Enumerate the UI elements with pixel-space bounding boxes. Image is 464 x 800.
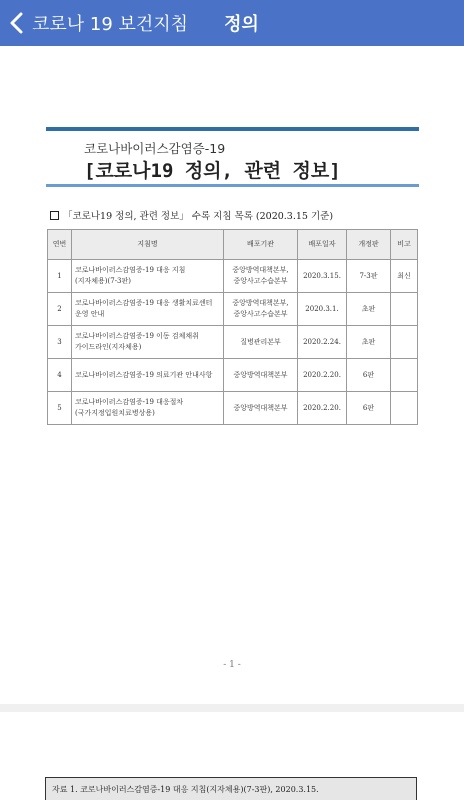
cell-name-line: 코로나바이러스감염증-19 이동 검체채취 bbox=[75, 332, 199, 341]
cell-name-line: 코로나바이러스감염증-19 의료기관 안내사항 bbox=[75, 370, 213, 379]
cell-org bbox=[224, 293, 298, 326]
header-no: 연번 bbox=[48, 230, 72, 260]
document-page-1 bbox=[0, 46, 464, 704]
cell-version: 초판 bbox=[347, 326, 391, 359]
header-date: 배포일자 bbox=[298, 230, 347, 260]
header-rule-bottom bbox=[46, 184, 419, 187]
cell-org bbox=[224, 392, 298, 425]
cell-name-line: 코로나바이러스감염증-19 대응 생활치료센터 bbox=[75, 299, 213, 308]
cell-name-line: 가이드라인(지자체용) bbox=[75, 343, 142, 351]
back-button-label: 코로나 19 보건지침 bbox=[32, 14, 189, 35]
source-note-text: 자료 1. 코로나바이러스감염증-19 대응 지침(지자체용)(7-3판), 2020.3.15. bbox=[52, 784, 319, 794]
cell-org bbox=[224, 326, 298, 359]
cell-no: 1 bbox=[48, 260, 72, 293]
cell-name bbox=[72, 293, 224, 326]
cell-org-line: 중앙사고수습본부 bbox=[233, 310, 288, 318]
cell-org bbox=[224, 260, 298, 293]
cell-version: 6판 bbox=[347, 392, 391, 425]
table-row bbox=[48, 326, 418, 359]
cell-note bbox=[391, 326, 418, 359]
header-version: 개정판 bbox=[347, 230, 391, 260]
table-row bbox=[48, 260, 418, 293]
checkbox-icon bbox=[50, 211, 59, 220]
top-nav-bar bbox=[0, 0, 464, 46]
cell-name-line: 운영 안내 bbox=[75, 310, 105, 318]
document-subtitle: 코로나바이러스감염증-19 bbox=[84, 141, 226, 156]
cell-name bbox=[72, 359, 224, 392]
cell-date: 2020.3.15. bbox=[298, 260, 347, 293]
cell-name-line: (지자체용)(7-3판) bbox=[75, 277, 132, 285]
cell-org bbox=[224, 359, 298, 392]
cell-no: 2 bbox=[48, 293, 72, 326]
cell-org-line: 중앙방역대책본부 bbox=[233, 403, 288, 412]
cell-no: 4 bbox=[48, 359, 72, 392]
cell-version: 6판 bbox=[347, 359, 391, 392]
cell-note bbox=[391, 293, 418, 326]
page-number: - 1 - bbox=[223, 660, 241, 670]
cell-note bbox=[391, 392, 418, 425]
cell-version: 7-3판 bbox=[347, 260, 391, 293]
cell-date: 2020.2.24. bbox=[298, 326, 347, 359]
document-main-title: [코로나19 정의, 관련 정보] bbox=[84, 160, 341, 182]
cell-org-line: 중앙방역대책본부, bbox=[232, 299, 289, 308]
cell-name bbox=[72, 260, 224, 293]
cell-date: 2020.2.20. bbox=[298, 392, 347, 425]
table-row bbox=[48, 359, 418, 392]
chevron-left-icon bbox=[8, 12, 26, 34]
table-row bbox=[48, 392, 418, 425]
page-title: 정의 bbox=[224, 14, 259, 35]
guidelines-table bbox=[47, 229, 418, 425]
cell-org-line: 질병관리본부 bbox=[240, 337, 281, 346]
cell-name-line: 코로나바이러스감염증-19 대응절차 bbox=[75, 398, 184, 407]
cell-org-line: 중앙사고수습본부 bbox=[233, 277, 288, 285]
header-rule-top bbox=[46, 127, 419, 131]
cell-no: 5 bbox=[48, 392, 72, 425]
cell-date: 2020.3.1. bbox=[298, 293, 347, 326]
cell-org-line: 중앙방역대책본부 bbox=[233, 370, 288, 379]
header-name: 지침명 bbox=[72, 230, 224, 260]
cell-version: 초판 bbox=[347, 293, 391, 326]
cell-note bbox=[391, 359, 418, 392]
cell-name bbox=[72, 392, 224, 425]
table-row bbox=[48, 293, 418, 326]
cell-date: 2020.2.20. bbox=[298, 359, 347, 392]
cell-no: 3 bbox=[48, 326, 72, 359]
cell-name bbox=[72, 326, 224, 359]
cell-note: 최신 bbox=[391, 260, 418, 293]
cell-org-line: 중앙방역대책본부, bbox=[232, 266, 289, 275]
back-button[interactable] bbox=[0, 0, 188, 46]
cell-name-line: (국가지정입원치료병상용) bbox=[75, 409, 155, 417]
cell-name-line: 코로나바이러스감염증-19 대응 지침 bbox=[75, 266, 186, 275]
list-title-text: 「코로나19 정의, 관련 정보」 수록 지침 목록 (2020.3.15 기준) bbox=[63, 211, 334, 222]
list-title bbox=[50, 208, 333, 222]
document-page-2 bbox=[0, 712, 464, 800]
table-header-row bbox=[48, 230, 418, 260]
source-note bbox=[45, 777, 417, 800]
header-org: 배포기관 bbox=[224, 230, 298, 260]
header-note: 비고 bbox=[391, 230, 418, 260]
